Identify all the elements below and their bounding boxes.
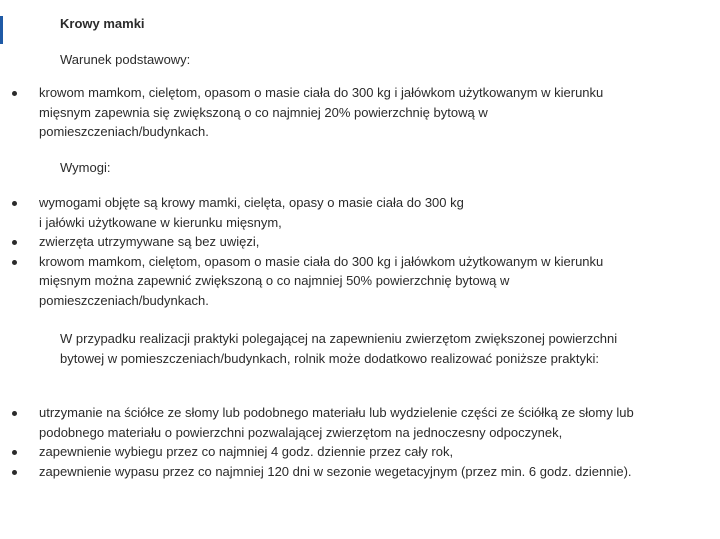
requirements-heading: Wymogi: xyxy=(60,160,111,175)
basic-condition-heading: Warunek podstawowy: xyxy=(60,52,191,67)
section-title: Krowy mamki xyxy=(60,16,145,31)
basic-condition-list xyxy=(0,83,639,142)
list-item: krowom mamkom, cielętom, opasom o masie ciała do 300 kg i jałówkom użytkowanym w kierunku mięsnym zapewnia się zwiększoną o co najmniej 20% powierzchnię bytową w pomieszczeniach/budynkach. xyxy=(0,83,639,142)
accent-bar xyxy=(0,16,3,44)
list-item: utrzymanie na ściółce ze słomy lub podobnego materiału lub wydzielenie części ze ściółką ze słomy lub podobnego materiału o powierzchni pozwalającej zwierzętom na jednoczesny odpoczynek, xyxy=(0,403,639,442)
list-item: zapewnienie wybiegu przez co najmniej 4 godz. dziennie przez cały rok, xyxy=(0,442,639,462)
additional-practices-paragraph: W przypadku realizacji praktyki polegającej na zapewnieniu zwierzętom zwiększonej powierzchni bytowej w pomieszczeniach/budynkach, rolnik może dodatkowo realizować poniższe praktyki: xyxy=(60,331,618,366)
list-item: krowom mamkom, cielętom, opasom o masie ciała do 300 kg i jałówkom użytkowanym w kierunku mięsnym można zapewnić zwiększoną o co najmniej 50% powierzchnię bytową w pomieszczeniach/budynkach. xyxy=(0,252,639,311)
list-item: zwierzęta utrzymywane są bez uwięzi, xyxy=(0,232,639,252)
additional-practices-list xyxy=(0,403,639,481)
list-item-line: i jałówki użytkowane w kierunku mięsnym, xyxy=(39,214,282,230)
list-item-line: wymogami objęte są krowy mamki, cielęta, opasy o masie ciała do 300 kg xyxy=(39,195,464,210)
requirements-list xyxy=(0,193,639,310)
list-item: zapewnienie wypasu przez co najmniej 120 dni w sezonie wegetacyjnym (przez min. 6 godz. dziennie). xyxy=(0,462,639,482)
list-item xyxy=(0,193,639,232)
